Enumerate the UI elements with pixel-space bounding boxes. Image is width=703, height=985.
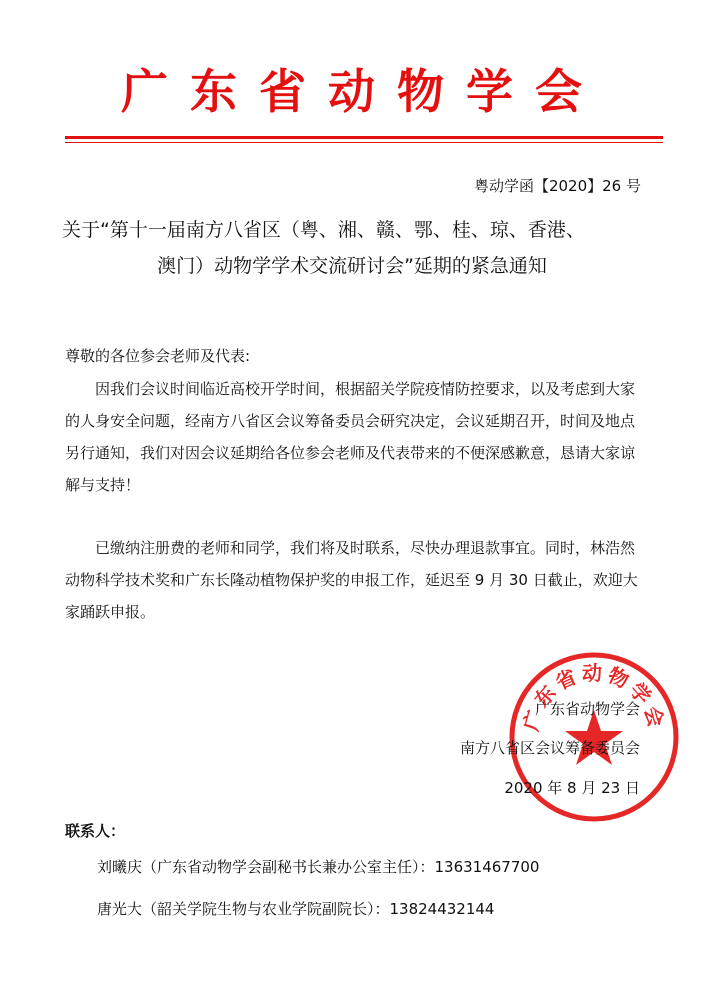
title-line-2: 澳门）动物学学术交流研讨会”延期的紧急通知 <box>157 255 547 277</box>
title-line-1: 关于“第十一届南方八省区（粤、湘、赣、鄂、桂、琼、香港、 <box>62 219 585 241</box>
signature-org-2: 南方八省区会议筹备委员会 <box>459 739 640 757</box>
signature-date: 2020 年 8 月 23 日 <box>504 779 640 797</box>
salutation: 尊敬的各位参会老师及代表: <box>65 347 251 365</box>
contact-item: 刘曦庆（广东省动物学会副秘书长兼办公室主任）：13631467700 <box>97 858 540 876</box>
letterhead-rule-thin <box>65 142 663 143</box>
seal-text: 广东省动物学会 <box>518 660 670 734</box>
contact-item: 唐光大（韶关学院生物与农业学院副院长）：13824432144 <box>97 900 495 918</box>
paragraph-2: 已缴纳注册费的老师和同学，我们将及时联系，尽快办理退款事宜。同时，林浩然动物科学技术奖和广东长隆动植物保护奖的申报工作，延迟至 9 月 30 日截止，欢迎大家踊跃申报。 <box>65 539 638 621</box>
document-number: 粤动学函【2020】26 号 <box>473 177 641 195</box>
contacts-heading: 联系人： <box>65 822 126 840</box>
paragraph-1: 因我们会议时间临近高校开学时间，根据韶关学院疫情防控要求，以及考虑到大家的人身安全问题，经南方八省区会议筹备委员会研究决定，会议延期召开，时间及地点另行通知，我们对因会议延期给各位参会老师及代表带来的不便深感歉意，恳请大家谅解与支持！ <box>65 380 636 494</box>
signature-org-1: 广东省动物学会 <box>534 700 640 718</box>
letterhead-rule-thick <box>65 136 663 139</box>
letterhead-org-name: 广东省动物学会 <box>121 65 604 120</box>
document-title <box>62 212 642 284</box>
